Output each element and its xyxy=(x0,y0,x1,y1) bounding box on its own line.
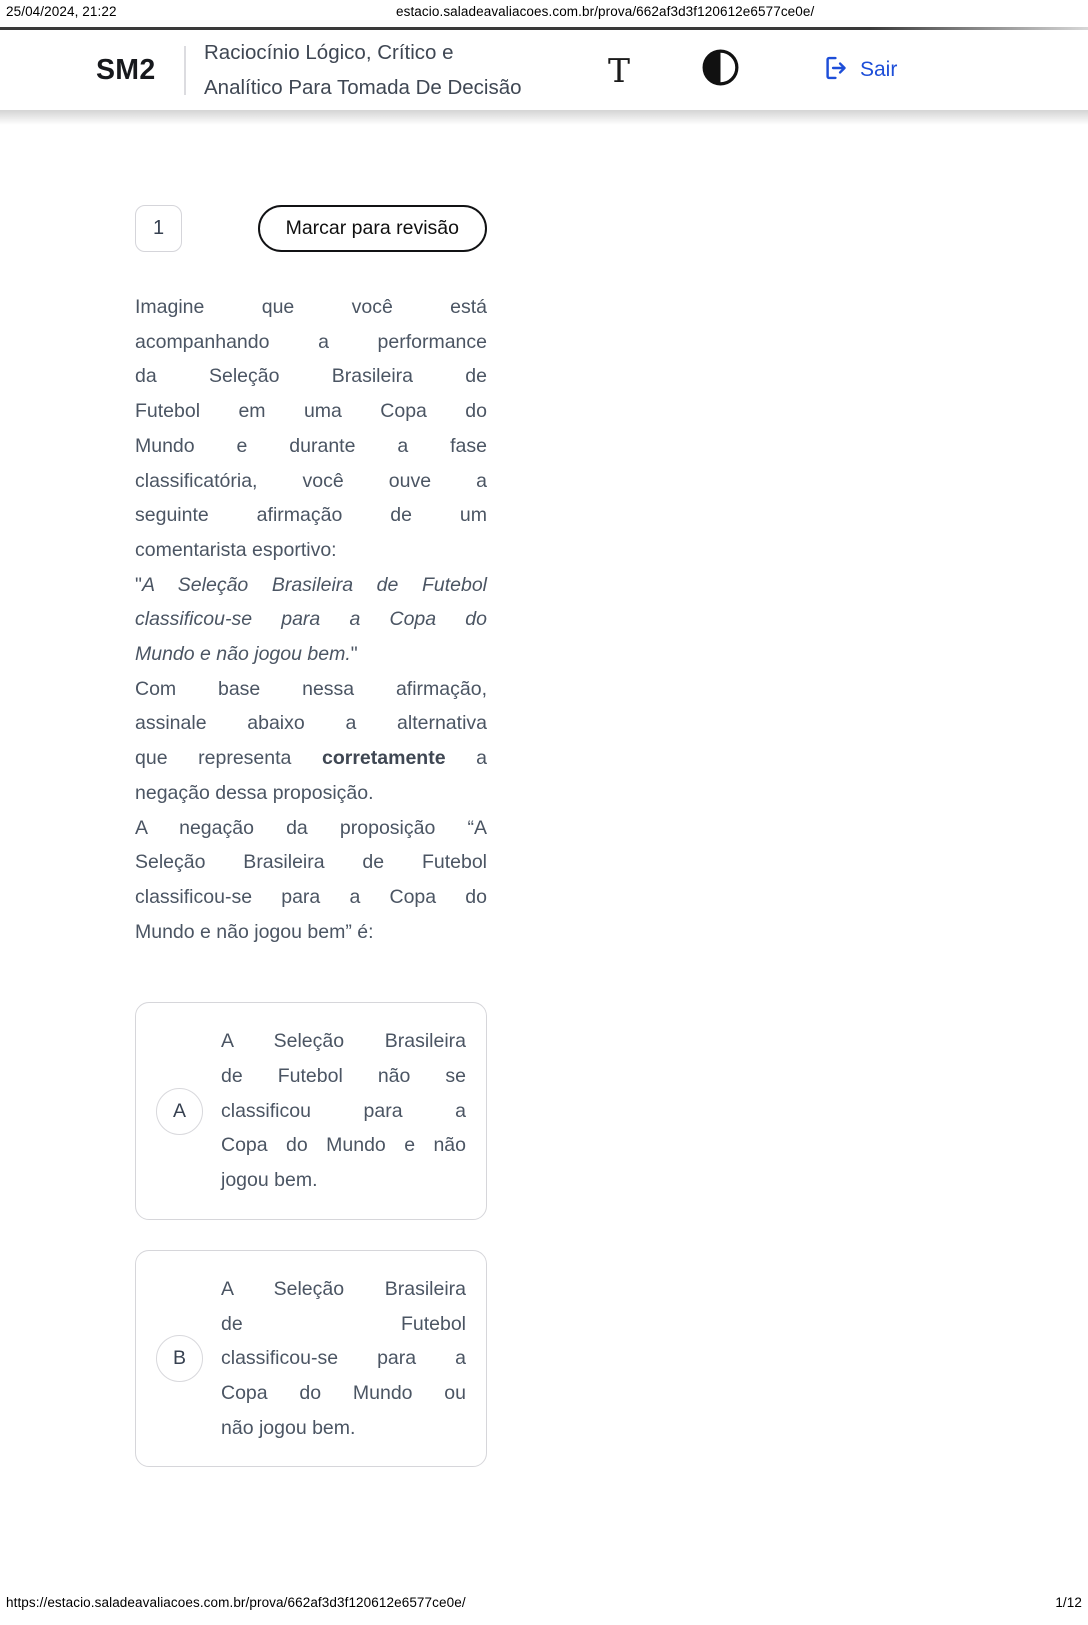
text-line: classificou-se para a Copa do xyxy=(135,885,487,908)
header-shadow xyxy=(0,110,1088,125)
text-size-icon: T xyxy=(608,50,631,90)
logout-label: Sair xyxy=(860,58,898,81)
text-line: classificou para a xyxy=(221,1099,466,1122)
course-title xyxy=(204,36,522,105)
text-line: A negação da proposição “A xyxy=(135,816,487,839)
text-line: da Seleção Brasileira de xyxy=(135,365,487,388)
text-size-button[interactable] xyxy=(608,30,630,110)
text-line: negação dessa proposição. xyxy=(135,781,374,804)
text-line: Copa do Mundo ou xyxy=(221,1381,466,1404)
text-line: Imagine que você está xyxy=(135,296,487,318)
text-line: de Futebol não se xyxy=(221,1065,466,1088)
text-line: acompanhando a performance xyxy=(135,330,487,353)
mark-for-review-button[interactable]: Marcar para revisão xyxy=(258,205,487,252)
option-letter-badge[interactable]: B xyxy=(156,1335,203,1382)
text-line: não jogou bem. xyxy=(221,1416,356,1439)
text-line: seguinte afirmação de um xyxy=(135,504,487,527)
contrast-toggle-button[interactable] xyxy=(702,30,739,110)
text-line: Mundo e não jogou bem." xyxy=(135,643,358,666)
course-title-line2: Analítico Para Tomada De Decisão xyxy=(204,75,522,99)
text-line: assinale abaixo a alternativa xyxy=(135,712,487,735)
header-divider xyxy=(184,46,186,95)
print-url: estacio.saladeavaliacoes.com.br/prova/662af3d3f120612e6577ce0e/ xyxy=(396,4,815,19)
app-logo: SM2 xyxy=(96,53,156,86)
print-page-number: 1/12 xyxy=(1055,1595,1082,1610)
print-datetime: 25/04/2024, 21:22 xyxy=(6,4,117,19)
option-letter-badge[interactable]: A xyxy=(156,1088,203,1135)
text-line: Futebol em uma Copa do xyxy=(135,400,487,423)
question-number-badge: 1 xyxy=(135,205,182,252)
text-line: jogou bem. xyxy=(221,1169,318,1192)
question-toolbar xyxy=(135,205,487,252)
contrast-icon xyxy=(702,49,739,91)
app-header xyxy=(0,30,1088,110)
text-line: Mundo e não jogou bem” é: xyxy=(135,920,374,943)
text-line: Com base nessa afirmação, xyxy=(135,677,487,700)
text-line: A Seleção Brasileira xyxy=(221,1030,466,1053)
option-b-text xyxy=(221,1272,466,1446)
text-line: comentarista esportivo: xyxy=(135,538,337,561)
text-line: Mundo e durante a fase xyxy=(135,434,487,457)
answer-option-a[interactable] xyxy=(135,1002,487,1220)
text-line: "A Seleção Brasileira de Futebol xyxy=(135,573,487,596)
logout-icon xyxy=(822,54,850,87)
text-line: A Seleção Brasileira xyxy=(221,1277,466,1300)
option-a-text xyxy=(221,1024,466,1198)
answer-option-b[interactable] xyxy=(135,1250,487,1468)
text-line: classificatória, você ouve a xyxy=(135,469,487,492)
text-line: que representa corretamente a xyxy=(135,747,487,770)
text-line: classificou-se para a Copa do xyxy=(135,608,487,631)
print-footer-url: https://estacio.saladeavaliacoes.com.br/prova/662af3d3f120612e6577ce0e/ xyxy=(6,1595,466,1610)
text-line: Seleção Brasileira de Futebol xyxy=(135,851,487,874)
text-line: classificou-se para a xyxy=(221,1347,466,1370)
question-panel xyxy=(135,205,487,1467)
text-line: Copa do Mundo e não xyxy=(221,1134,466,1157)
text-line: de Futebol xyxy=(221,1312,466,1335)
logout-button[interactable] xyxy=(822,30,897,110)
question-body-text xyxy=(135,290,487,949)
course-title-line1: Raciocínio Lógico, Crítico e xyxy=(204,41,454,64)
